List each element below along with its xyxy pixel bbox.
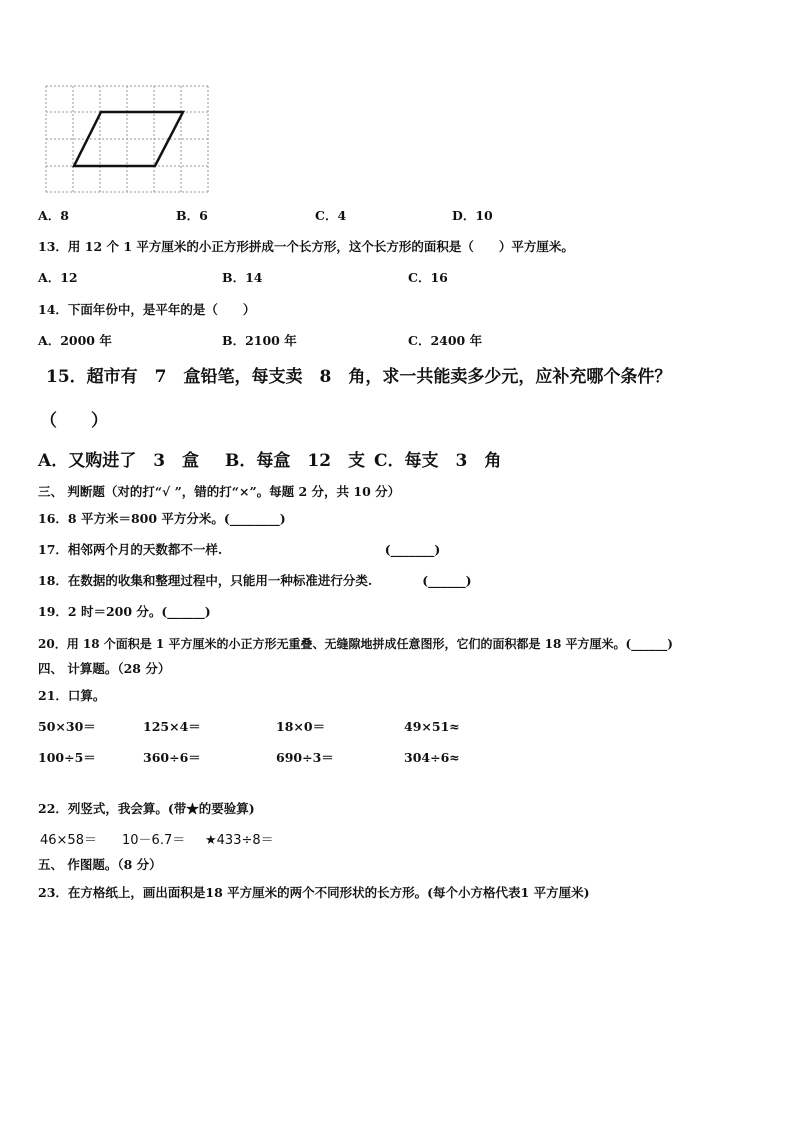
q13-stem: 13．用 12 个 1 平方厘米的小正方形拼成一个长方形，这个长方形的面积是（ ）平方厘米。 — [38, 239, 574, 254]
q15-stem: 15．超市有 7 盒铅笔，每支卖 8 角，求一共能卖多少元，应补充哪个条件？ — [46, 367, 672, 387]
q23-statement: 23．在方格纸上，画出面积是18 平方厘米的两个不同形状的长方形。(每个小方格代表1 平方厘米) — [38, 885, 590, 900]
q14-stem: 14．下面年份中，是平年的是（ ） — [38, 302, 256, 317]
section5-heading: 五、 作图题。（8 分） — [38, 857, 162, 872]
q21-title: 21．口算。 — [38, 688, 106, 703]
q14-option-c[interactable]: C．2400 年 — [408, 333, 483, 348]
section3-heading: 三、 判断题（对的打“√ ”，错的打“×”。每题 2 分，共 10 分） — [38, 484, 401, 499]
calc-item: 304÷6≈ — [404, 750, 460, 765]
q18-statement: 18．在数据的收集和整理过程中，只能用一种标准进行分类. (______) — [38, 573, 472, 588]
q17-statement: 17．相邻两个月的天数都不一样. (_______) — [38, 542, 441, 557]
q20-statement: 20．用 18 个面积是 1 平方厘米的小正方形无重叠、无缝隙地拼成任意图形，它们的面积都是 18 平方厘米。(______) — [38, 637, 673, 651]
q13-option-b[interactable]: B．14 — [222, 270, 263, 285]
calc-item: 360÷6＝ — [143, 750, 201, 765]
q12-option-c[interactable]: C．4 — [315, 208, 347, 223]
q22-title: 22．列竖式，我会算。(带★的要验算) — [38, 801, 255, 816]
vertical-calc-item: ★433÷8＝ — [205, 833, 274, 848]
vertical-calc-item: 46×58＝ — [40, 833, 97, 848]
calc-item: 50×30＝ — [38, 719, 96, 734]
calc-item: 18×0＝ — [276, 719, 326, 734]
q15-answer-blank: （ ） — [40, 411, 108, 431]
vertical-calc-item: 10－6.7＝ — [122, 833, 186, 848]
section4-heading: 四、 计算题。（28 分） — [38, 661, 171, 676]
q12-option-d[interactable]: D．10 — [452, 208, 493, 223]
calc-item: 690÷3＝ — [276, 750, 334, 765]
q14-option-a[interactable]: A．2000 年 — [38, 333, 112, 348]
calc-item: 49×51≈ — [404, 719, 460, 734]
q19-statement: 19．2 时＝200 分。(______) — [38, 604, 211, 619]
calc-item: 125×4＝ — [143, 719, 201, 734]
q16-statement: 16．8 平方米＝800 平方分米。(________) — [38, 511, 286, 526]
q13-option-a[interactable]: A．12 — [38, 270, 78, 285]
q14-option-b[interactable]: B．2100 年 — [222, 333, 297, 348]
calc-item: 100÷5＝ — [38, 750, 96, 765]
q13-option-c[interactable]: C．16 — [408, 270, 448, 285]
grid-lines — [46, 86, 208, 192]
grid-parallelogram-figure — [44, 84, 210, 196]
q12-option-b[interactable]: B．6 — [176, 208, 208, 223]
q15-option-c[interactable]: C．每支 3 角 — [374, 451, 502, 471]
q15-option-a[interactable]: A．又购进了 3 盒 — [38, 451, 200, 471]
q15-option-b[interactable]: B．每盒 12 支 — [225, 451, 366, 471]
q12-option-a[interactable]: A．8 — [38, 208, 69, 223]
